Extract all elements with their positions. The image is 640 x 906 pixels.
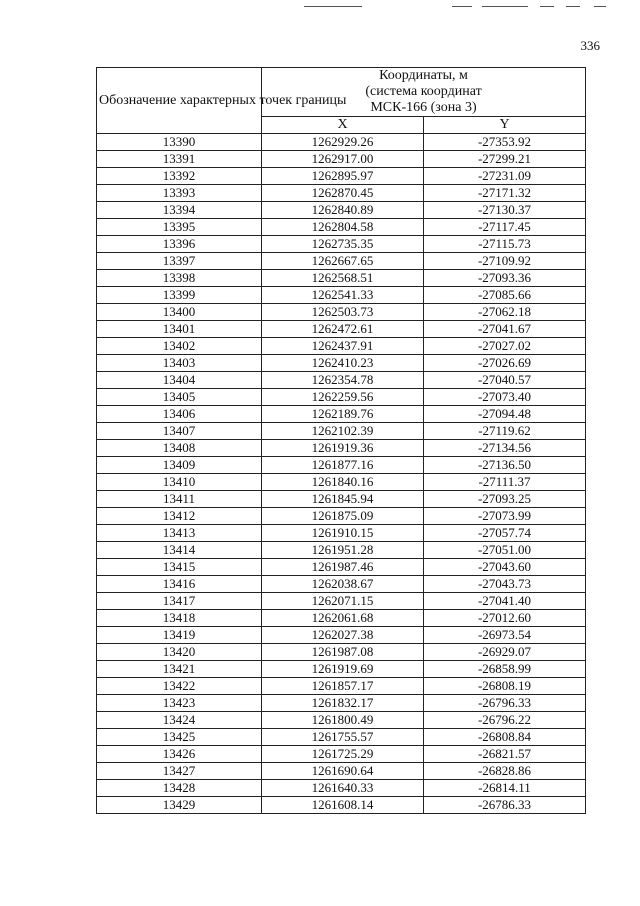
table-row [97,338,586,355]
table-row [97,287,586,304]
x-cell: 1262917.00 [262,151,424,168]
point-id-cell: 13397 [97,253,262,270]
y-cell: -26828.86 [424,763,586,780]
scan-line-5 [566,6,580,7]
x-cell: 1261987.46 [262,559,424,576]
table-row [97,304,586,321]
point-id-cell: 13426 [97,746,262,763]
y-cell: -27093.36 [424,270,586,287]
table-row [97,678,586,695]
point-id-cell: 13390 [97,134,262,151]
point-id-cell: 13391 [97,151,262,168]
table-row [97,355,586,372]
x-cell: 1261800.49 [262,712,424,729]
point-id-cell: 13417 [97,593,262,610]
y-cell: -27111.37 [424,474,586,491]
y-cell: -27130.37 [424,202,586,219]
table-row [97,627,586,644]
y-cell: -27353.92 [424,134,586,151]
y-cell: -27043.60 [424,559,586,576]
x-cell: 1261919.36 [262,440,424,457]
x-cell: 1261919.69 [262,661,424,678]
y-cell: -27231.09 [424,168,586,185]
point-id-cell: 13421 [97,661,262,678]
point-id-cell: 13396 [97,236,262,253]
table-row [97,593,586,610]
point-id-cell: 13407 [97,423,262,440]
y-cell: -27027.02 [424,338,586,355]
y-cell: -26796.33 [424,695,586,712]
y-cell: -27119.62 [424,423,586,440]
point-id-cell: 13424 [97,712,262,729]
point-id-cell: 13418 [97,610,262,627]
point-id-cell: 13392 [97,168,262,185]
x-cell: 1261640.33 [262,780,424,797]
table-row [97,406,586,423]
table-row [97,440,586,457]
table-row [97,219,586,236]
header-points: Обозначение характерных точек границы [97,68,262,134]
y-cell: -27134.56 [424,440,586,457]
point-id-cell: 13423 [97,695,262,712]
table-row [97,797,586,814]
x-cell: 1262870.45 [262,185,424,202]
table-row [97,321,586,338]
table-row [97,542,586,559]
header-coordinates-line1: Координаты, м [379,68,468,83]
y-cell: -27094.48 [424,406,586,423]
point-id-cell: 13400 [97,304,262,321]
x-cell: 1261840.16 [262,474,424,491]
x-cell: 1261755.57 [262,729,424,746]
table-row [97,746,586,763]
y-cell: -27117.45 [424,219,586,236]
table-row [97,661,586,678]
point-id-cell: 13413 [97,525,262,542]
table-row [97,151,586,168]
table-row [97,712,586,729]
x-cell: 1261845.94 [262,491,424,508]
table-row [97,610,586,627]
y-cell: -27085.66 [424,287,586,304]
table-row [97,185,586,202]
table-row [97,644,586,661]
point-id-cell: 13415 [97,559,262,576]
y-cell: -26808.84 [424,729,586,746]
header-coordinates [262,68,586,117]
x-cell: 1261608.14 [262,797,424,814]
x-cell: 1262027.38 [262,627,424,644]
table-row [97,202,586,219]
table-row [97,763,586,780]
table-row [97,423,586,440]
x-cell: 1261832.17 [262,695,424,712]
table-row [97,559,586,576]
y-cell: -27299.21 [424,151,586,168]
x-cell: 1261951.28 [262,542,424,559]
point-id-cell: 13399 [97,287,262,304]
y-cell: -26786.33 [424,797,586,814]
point-id-cell: 13393 [97,185,262,202]
point-id-cell: 13414 [97,542,262,559]
table-row [97,389,586,406]
x-cell: 1262354.78 [262,372,424,389]
x-cell: 1262189.76 [262,406,424,423]
x-cell: 1262541.33 [262,287,424,304]
x-cell: 1261875.09 [262,508,424,525]
table-row [97,236,586,253]
point-id-cell: 13405 [97,389,262,406]
point-id-cell: 13429 [97,797,262,814]
table-row [97,780,586,797]
point-id-cell: 13394 [97,202,262,219]
y-cell: -26796.22 [424,712,586,729]
point-id-cell: 13403 [97,355,262,372]
point-id-cell: 13416 [97,576,262,593]
x-cell: 1261987.08 [262,644,424,661]
y-cell: -27171.32 [424,185,586,202]
y-cell: -27041.40 [424,593,586,610]
y-cell: -27040.57 [424,372,586,389]
table-row [97,134,586,151]
x-cell: 1262503.73 [262,304,424,321]
x-cell: 1262472.61 [262,321,424,338]
x-cell: 1262038.67 [262,576,424,593]
point-id-cell: 13422 [97,678,262,695]
x-cell: 1262568.51 [262,270,424,287]
y-cell: -26929.07 [424,644,586,661]
point-id-cell: 13398 [97,270,262,287]
y-cell: -26858.99 [424,661,586,678]
table-row [97,270,586,287]
table-row [97,491,586,508]
point-id-cell: 13411 [97,491,262,508]
x-cell: 1262667.65 [262,253,424,270]
table-row [97,168,586,185]
scan-line-1 [304,6,362,7]
point-id-cell: 13406 [97,406,262,423]
x-cell: 1262410.23 [262,355,424,372]
x-cell: 1261725.29 [262,746,424,763]
y-cell: -27073.40 [424,389,586,406]
table-row [97,576,586,593]
x-cell: 1261857.17 [262,678,424,695]
y-cell: -27057.74 [424,525,586,542]
point-id-cell: 13412 [97,508,262,525]
point-id-cell: 13428 [97,780,262,797]
x-cell: 1261690.64 [262,763,424,780]
point-id-cell: 13427 [97,763,262,780]
coordinates-table [96,67,586,814]
point-id-cell: 13401 [97,321,262,338]
x-cell: 1262735.35 [262,236,424,253]
table-row [97,508,586,525]
y-cell: -26821.57 [424,746,586,763]
header-coordinates-line3: МСК-166 (зона 3) [370,100,477,115]
y-cell: -27043.73 [424,576,586,593]
point-id-cell: 13419 [97,627,262,644]
x-cell: 1262804.58 [262,219,424,236]
table-row [97,525,586,542]
y-cell: -27062.18 [424,304,586,321]
x-cell: 1261877.16 [262,457,424,474]
y-cell: -27012.60 [424,610,586,627]
x-cell: 1262259.56 [262,389,424,406]
header-x: X [262,117,424,134]
table-row [97,372,586,389]
y-cell: -27115.73 [424,236,586,253]
point-id-cell: 13395 [97,219,262,236]
point-id-cell: 13410 [97,474,262,491]
point-id-cell: 13404 [97,372,262,389]
table-row [97,457,586,474]
scan-line-3 [482,6,528,7]
point-id-cell: 13425 [97,729,262,746]
scan-line-2 [452,6,472,7]
table-row [97,253,586,270]
x-cell: 1262840.89 [262,202,424,219]
header-y: Y [424,117,586,134]
scan-line-6 [594,6,606,7]
y-cell: -27051.00 [424,542,586,559]
point-id-cell: 13402 [97,338,262,355]
y-cell: -27109.92 [424,253,586,270]
y-cell: -27041.67 [424,321,586,338]
scan-line-4 [540,6,554,7]
y-cell: -26973.54 [424,627,586,644]
y-cell: -27073.99 [424,508,586,525]
x-cell: 1262437.91 [262,338,424,355]
table-row [97,729,586,746]
x-cell: 1261910.15 [262,525,424,542]
header-coordinates-line2: (система координат [365,84,482,99]
y-cell: -26814.11 [424,780,586,797]
y-cell: -27093.25 [424,491,586,508]
point-id-cell: 13420 [97,644,262,661]
y-cell: -26808.19 [424,678,586,695]
x-cell: 1262102.39 [262,423,424,440]
y-cell: -27136.50 [424,457,586,474]
x-cell: 1262071.15 [262,593,424,610]
x-cell: 1262929.26 [262,134,424,151]
table-body [97,134,586,814]
table-row [97,474,586,491]
page-number: 336 [580,38,600,53]
y-cell: -27026.69 [424,355,586,372]
x-cell: 1262895.97 [262,168,424,185]
x-cell: 1262061.68 [262,610,424,627]
table-row [97,695,586,712]
point-id-cell: 13408 [97,440,262,457]
point-id-cell: 13409 [97,457,262,474]
